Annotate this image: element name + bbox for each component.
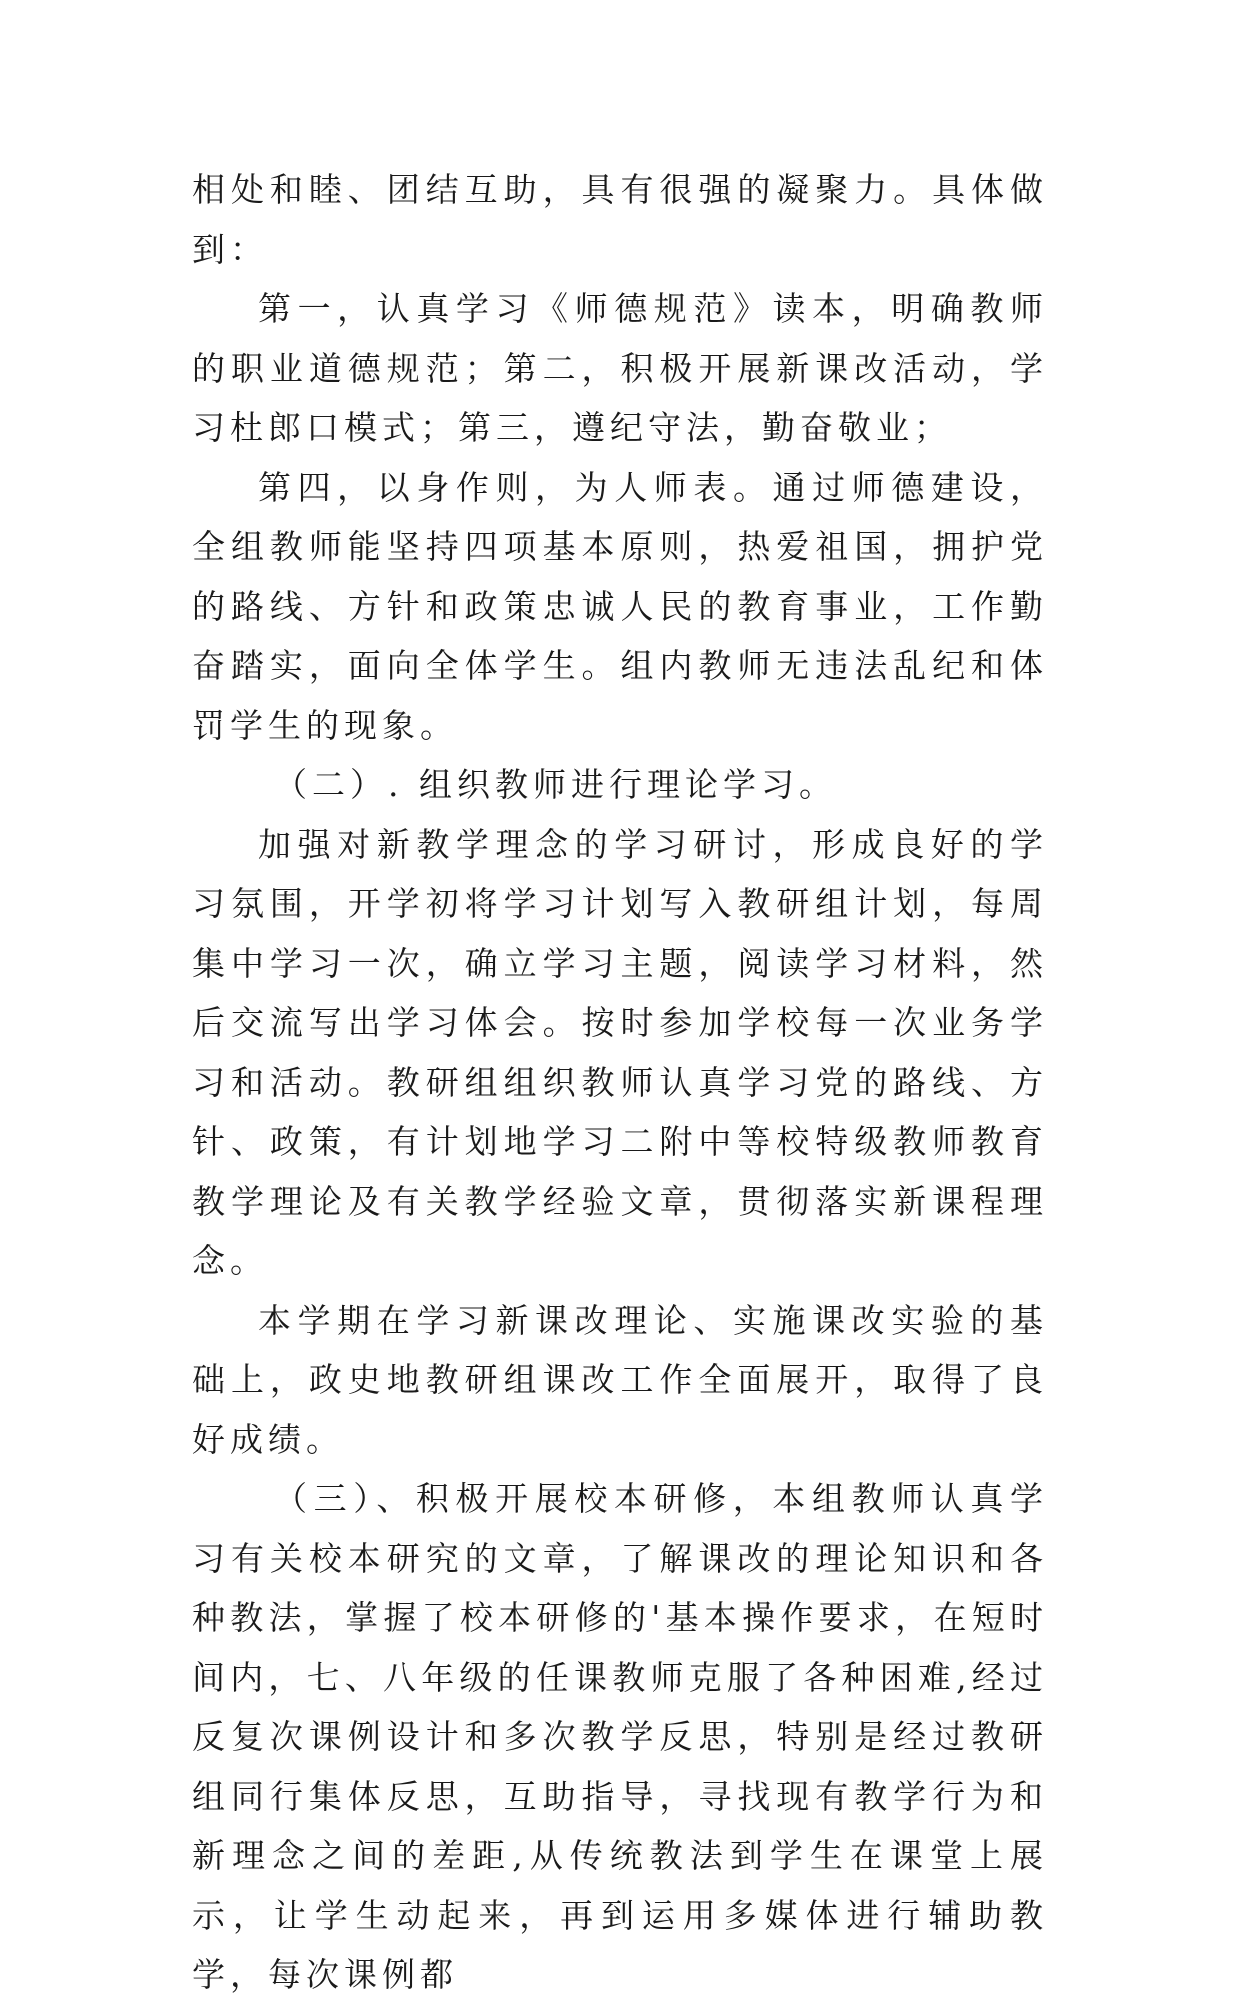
paragraph-fourth: 第四，以身作则，为人师表。通过师德建设，全组教师能坚持四项基本原则，热爱祖国，拥护党的路线、方针和政策忠诚人民的教育事业，工作勤奋踏实，面向全体学生。组内教师无违法乱纪和体罚学生的现象。 [192, 467, 1048, 745]
paragraph-semester-results: 本学期在学习新课改理论、实施课改实验的基础上，政史地教研组课改工作全面展开，取得了良好成绩。 [192, 1300, 1048, 1459]
body-text [192, 160, 1048, 2005]
section-heading-theory-study: （二）. 组织教师进行理论学习。 [274, 765, 837, 804]
paragraph-school-based-research: （三）、积极开展校本研修，本组教师认真学习有关校本研究的文章，了解课改的理论知识和各种教法，掌握了校本研修的'基本操作要求，在短时间内，七、八年级的任课教师克服了各种困难,经过反复次课例设计和多次教学反思，特别是经过教研组同行集体反思，互助指导，寻找现有教学行为和新理念之间的差距,从传统教法到学生在课堂上展示，让学生动起来，再到运用多媒体进行辅助教学，每次课例都 [192, 1479, 1048, 1994]
paragraph-first-second-third: 第一，认真学习《师德规范》读本，明确教师的职业道德规范；第二，积极开展新课改活动，学习杜郎口模式；第三，遵纪守法，勤奋敬业； [192, 289, 1048, 447]
paragraph-theory-study: 加强对新教学理念的学习研讨，形成良好的学习氛围，开学初将学习计划写入教研组计划，每周集中学习一次，确立学习主题，阅读学习材料，然后交流写出学习体会。按时参加学校每一次业务学习和活动。教研组组织教师认真学习党的路线、方针、政策，有计划地学习二附中等校特级教师教育教学理论及有关教学经验文章，贯彻落实新课程理念。 [192, 824, 1048, 1280]
paragraph-cohesion: 相处和睦、团结互助，具有很强的凝聚力。具体做到： [192, 170, 1048, 269]
